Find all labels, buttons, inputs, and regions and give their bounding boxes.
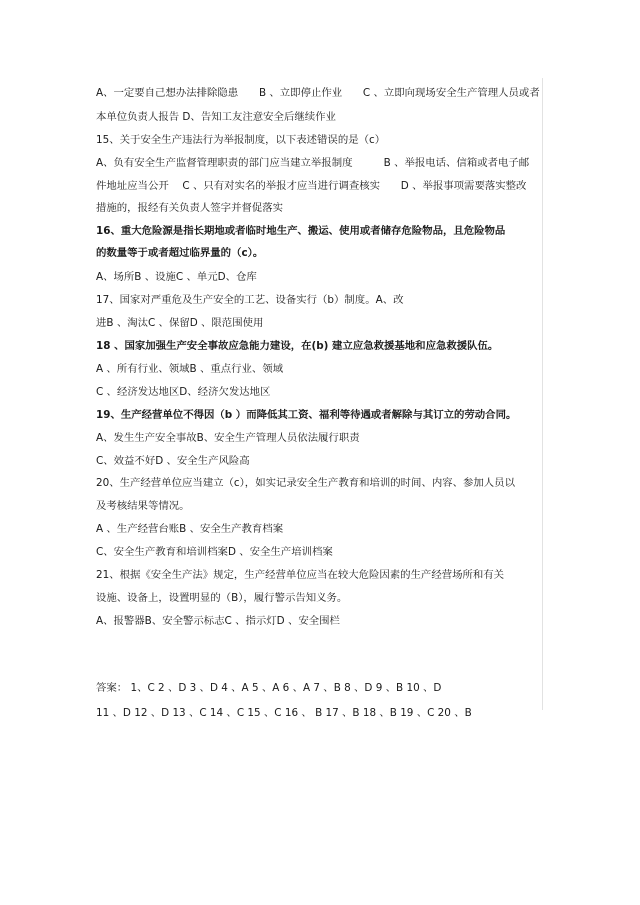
question-line: 及考核结果等情况。 [96, 500, 190, 512]
options-line: A、报警器B、安全警示标志C 、指示灯D 、安全围栏 [96, 615, 340, 627]
options-line: C、效益不好D 、安全生产风险高 [96, 455, 250, 467]
options-line: A、场所B 、设施C 、单元D、仓库 [96, 271, 257, 283]
text-line: 本单位负责人报告 D、告知工友注意安全后继续作业 [96, 111, 336, 123]
text-line: 件地址应当公开 C 、只有对实名的举报才应当进行调查核实 D 、举报事项需要落实整改 [96, 180, 527, 192]
question-line: 21、根据《安全生产法》规定，生产经营单位应当在较大危险因素的生产经营场所和有关 [96, 569, 505, 581]
question-line: 18 、国家加强生产安全事故应急能力建设，在(b) 建立应急救援基地和应急救援队伍。 [96, 340, 499, 352]
answer-key-line: 11 、D 12 、D 13 、C 14 、C 15 、C 16 、 B 17 、B 18 、B 19 、C 20 、B [96, 707, 472, 719]
question-line: 20、生产经营单位应当建立（c），如实记录安全生产教育和培训的时间、内容、参加人员以 [96, 477, 515, 489]
options-line: C 、经济发达地区D、经济欠发达地区 [96, 386, 271, 398]
question-line: 19、生产经营单位不得因（b ）而降低其工资、福利等待遇或者解除与其订立的劳动合同。 [96, 409, 517, 421]
options-line: A 、生产经营台账B 、安全生产教育档案 [96, 523, 284, 535]
options-line: C、安全生产教育和培训档案D 、安全生产培训档案 [96, 546, 333, 558]
question-line: 设施、设备上，设置明显的（B），履行警示告知义务。 [96, 592, 348, 604]
question-line: 17、国家对严重危及生产安全的工艺、设备实行（b）制度。A、改 [96, 294, 404, 306]
options-line: A 、所有行业、领域B 、重点行业、领域 [96, 363, 284, 375]
options-line: 进B 、淘汰C 、保留D 、限范围使用 [96, 317, 264, 329]
text-line: A、一定要自己想办法排除隐患 B 、立即停止作业 C 、立即向现场安全生产管理人员或者 [96, 87, 540, 99]
text-line: 措施的，报经有关负责人签字并督促落实 [96, 202, 284, 214]
margin-divider [542, 78, 543, 710]
answer-key-line: 答案： 1、C 2 、D 3 、D 4 、A 5 、A 6 、A 7 、B 8 、D 9 、B 10 、D [96, 682, 442, 694]
text-line: A、负有安全生产监督管理职责的部门应当建立举报制度 B 、举报电话、信箱或者电子邮 [96, 157, 530, 169]
question-line: 15、关于安全生产违法行为举报制度，以下表述错误的是（c） [96, 134, 386, 146]
question-line: 的数量等于或者超过临界量的（c）。 [96, 247, 264, 259]
question-line: 16、重大危险源是指长期地或者临时地生产、搬运、使用或者储存危险物品，且危险物品 [96, 225, 506, 237]
options-line: A、发生生产安全事故B、安全生产管理人员依法履行职责 [96, 432, 360, 444]
